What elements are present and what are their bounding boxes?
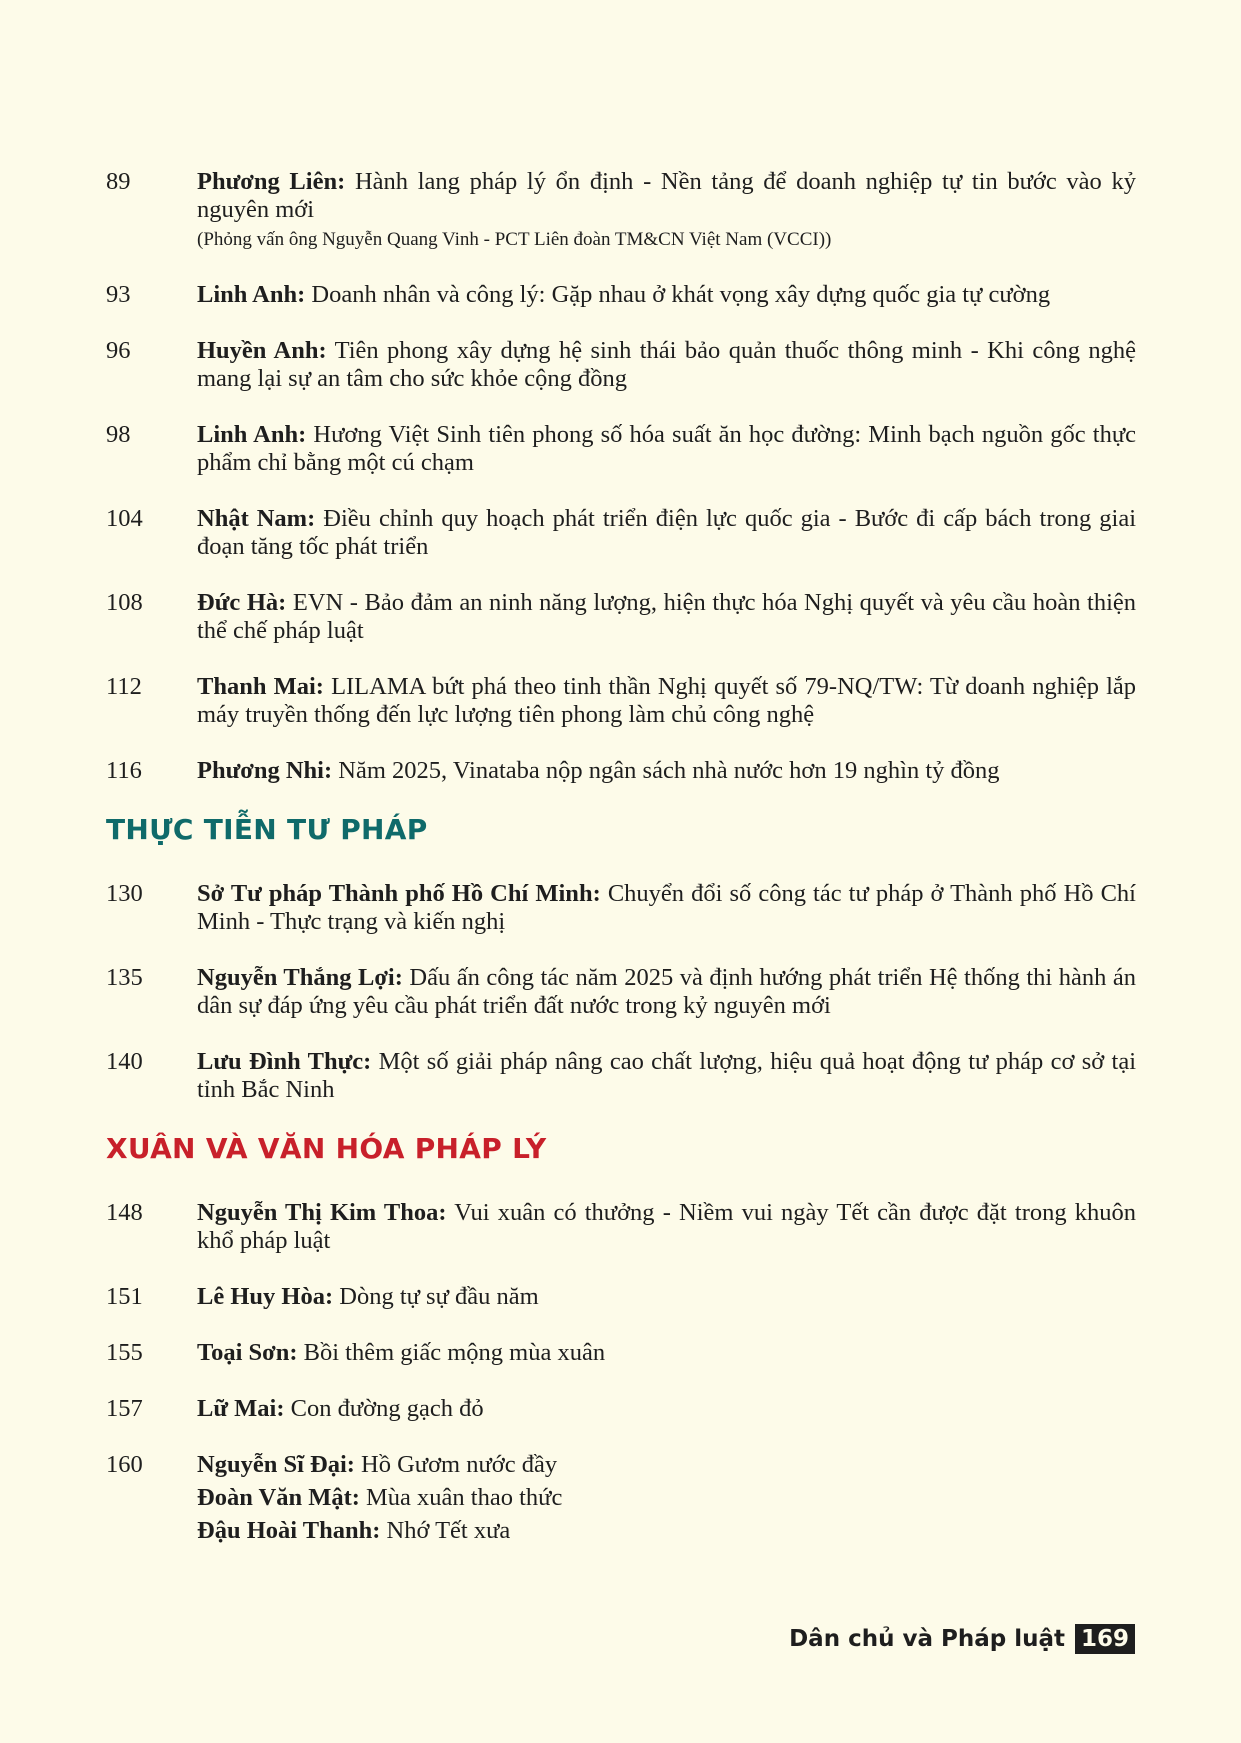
section-heading-thuc-tien-tu-phap: THỰC TIỄN TƯ PHÁP [106, 813, 428, 846]
entry-author: Đậu Hoài Thanh: [197, 1517, 381, 1544]
entry-author: Thanh Mai: [197, 673, 324, 700]
entry-title: Doanh nhân và công lý: Gặp nhau ở khát vọng xây dựng quốc gia tự cường [311, 281, 1051, 308]
toc-entry[interactable] [106, 168, 1136, 253]
entry-line [197, 1451, 1136, 1479]
entry-body [197, 589, 1136, 645]
page-number: 93 [106, 281, 131, 308]
entry-body [197, 1339, 1136, 1367]
entry-body [197, 1048, 1136, 1104]
page-number: 148 [106, 1199, 143, 1226]
entry-author: Đức Hà: [197, 589, 287, 616]
entry-body [197, 1199, 1136, 1255]
toc-entry[interactable] [106, 757, 1136, 785]
entry-author: Nguyễn Thắng Lợi: [197, 964, 403, 991]
entry-title: Dấu ấn công tác năm 2025 và định hướng phát triển Hệ thống thi hành án dân sự đáp ứng yêu cầu phát triển đất nước trong kỷ nguyên mới [197, 964, 1136, 1019]
entry-author: Sở Tư pháp Thành phố Hồ Chí Minh: [197, 880, 601, 907]
entry-title: Bồi thêm giấc mộng mùa xuân [303, 1339, 606, 1366]
toc-entry[interactable] [106, 1283, 1136, 1311]
page-number: 160 [106, 1451, 143, 1478]
entry-body [197, 1283, 1136, 1311]
entry-author: Phương Liên: [197, 168, 346, 195]
entry-title: Một số giải pháp nâng cao chất lượng, hiệu quả hoạt động tư pháp cơ sở tại tỉnh Bắc Ninh [197, 1048, 1137, 1103]
entry-author: Lưu Đình Thực: [197, 1048, 372, 1075]
toc-entry[interactable] [106, 337, 1136, 393]
toc-entry[interactable] [106, 880, 1136, 936]
toc-entry[interactable] [106, 505, 1136, 561]
toc-entry[interactable] [106, 673, 1136, 729]
entry-title: LILAMA bứt phá theo tinh thần Nghị quyết số 79-NQ/TW: Từ doanh nghiệp lắp máy truyền thống đến lực lượng tiên phong làm chủ công nghệ [197, 673, 1137, 728]
entry-title: Chuyển đổi số công tác tư pháp ở Thành phố Hồ Chí Minh - Thực trạng và kiến nghị [197, 880, 1136, 935]
entry-author: Linh Anh: [197, 421, 307, 448]
table-of-contents [106, 168, 1136, 1573]
entry-title: Nhớ Tết xưa [386, 1517, 511, 1544]
entry-author: Đoàn Văn Mật: [197, 1484, 360, 1511]
entry-title: Hành lang pháp lý ổn định - Nền tảng để doanh nghiệp tự tin bước vào kỷ nguyên mới [197, 168, 1136, 223]
entry-note: (Phỏng vấn ông Nguyễn Quang Vinh - PCT Liên đoàn TM&CN Việt Nam (VCCI)) [197, 229, 832, 250]
entry-body [197, 880, 1136, 936]
entry-title: Hồ Gươm nước đầy [361, 1451, 558, 1478]
page-number: 98 [106, 421, 131, 448]
footer-page-number: 169 [1075, 1624, 1135, 1654]
entry-body [197, 1451, 1136, 1545]
page-number: 151 [106, 1283, 143, 1310]
entry-body [197, 337, 1136, 393]
page-number: 135 [106, 964, 143, 991]
toc-entry[interactable] [106, 421, 1136, 477]
entry-title: EVN - Bảo đảm an ninh năng lượng, hiện thực hóa Nghị quyết và yêu cầu hoàn thiện thể chế pháp luật [197, 589, 1136, 644]
entry-title: Tiên phong xây dựng hệ sinh thái bảo quản thuốc thông minh - Khi công nghệ mang lại sự an tâm cho sức khỏe cộng đồng [197, 337, 1137, 392]
page-number: 104 [106, 505, 143, 532]
toc-entry[interactable] [106, 1048, 1136, 1104]
entry-title: Năm 2025, Vinataba nộp ngân sách nhà nước hơn 19 nghìn tỷ đồng [338, 757, 1000, 784]
toc-entry-multi[interactable] [106, 1451, 1136, 1545]
toc-entry[interactable] [106, 589, 1136, 645]
entry-body [197, 964, 1136, 1020]
entry-line [197, 1517, 1136, 1545]
toc-entry[interactable] [106, 1395, 1136, 1423]
entry-author: Nhật Nam: [197, 505, 316, 532]
page-number: 96 [106, 337, 131, 364]
entry-author: Huyền Anh: [197, 337, 327, 364]
toc-entry[interactable] [106, 281, 1136, 309]
page-number: 89 [106, 168, 131, 195]
entry-author: Phương Nhi: [197, 757, 333, 784]
toc-entry[interactable] [106, 964, 1136, 1020]
entry-author: Lê Huy Hòa: [197, 1283, 334, 1310]
entry-body [197, 505, 1136, 561]
entry-body [197, 281, 1136, 309]
page-number: 116 [106, 757, 142, 784]
section-heading-xuan-va-van-hoa-phap-ly: XUÂN VÀ VĂN HÓA PHÁP LÝ [106, 1132, 547, 1165]
entry-body [197, 1395, 1136, 1423]
toc-entry[interactable] [106, 1339, 1136, 1367]
entry-author: Nguyễn Thị Kim Thoa: [197, 1199, 447, 1226]
entry-title: Hương Việt Sinh tiên phong số hóa suất ăn học đường: Minh bạch nguồn gốc thực phẩm chỉ bằng một cú chạm [197, 421, 1136, 476]
entry-title: Điều chỉnh quy hoạch phát triển điện lực quốc gia - Bước đi cấp bách trong giai đoạn tăng tốc phát triển [197, 505, 1137, 560]
entry-title: Mùa xuân thao thức [366, 1484, 563, 1511]
entry-author: Nguyễn Sĩ Đại: [197, 1451, 355, 1478]
entry-title: Con đường gạch đỏ [290, 1395, 484, 1422]
page-number: 155 [106, 1339, 143, 1366]
page-number: 130 [106, 880, 143, 907]
entry-body [197, 757, 1136, 785]
entry-body [197, 421, 1136, 477]
page-number: 112 [106, 673, 142, 700]
entry-title: Vui xuân có thưởng - Niềm vui ngày Tết cần được đặt trong khuôn khổ pháp luật [197, 1199, 1137, 1254]
page-number: 140 [106, 1048, 143, 1075]
entry-author: Linh Anh: [197, 281, 306, 308]
entry-line [197, 1484, 1136, 1512]
page-number: 157 [106, 1395, 143, 1422]
entry-body [197, 168, 1136, 253]
entry-author: Toại Sơn: [197, 1339, 298, 1366]
magazine-name: Dân chủ và Pháp luật [789, 1626, 1065, 1652]
entry-author: Lữ Mai: [197, 1395, 285, 1422]
entry-title: Dòng tự sự đầu năm [339, 1283, 539, 1310]
toc-entry[interactable] [106, 1199, 1136, 1255]
entry-body [197, 673, 1136, 729]
page-number: 108 [106, 589, 143, 616]
page-footer [789, 1624, 1135, 1654]
